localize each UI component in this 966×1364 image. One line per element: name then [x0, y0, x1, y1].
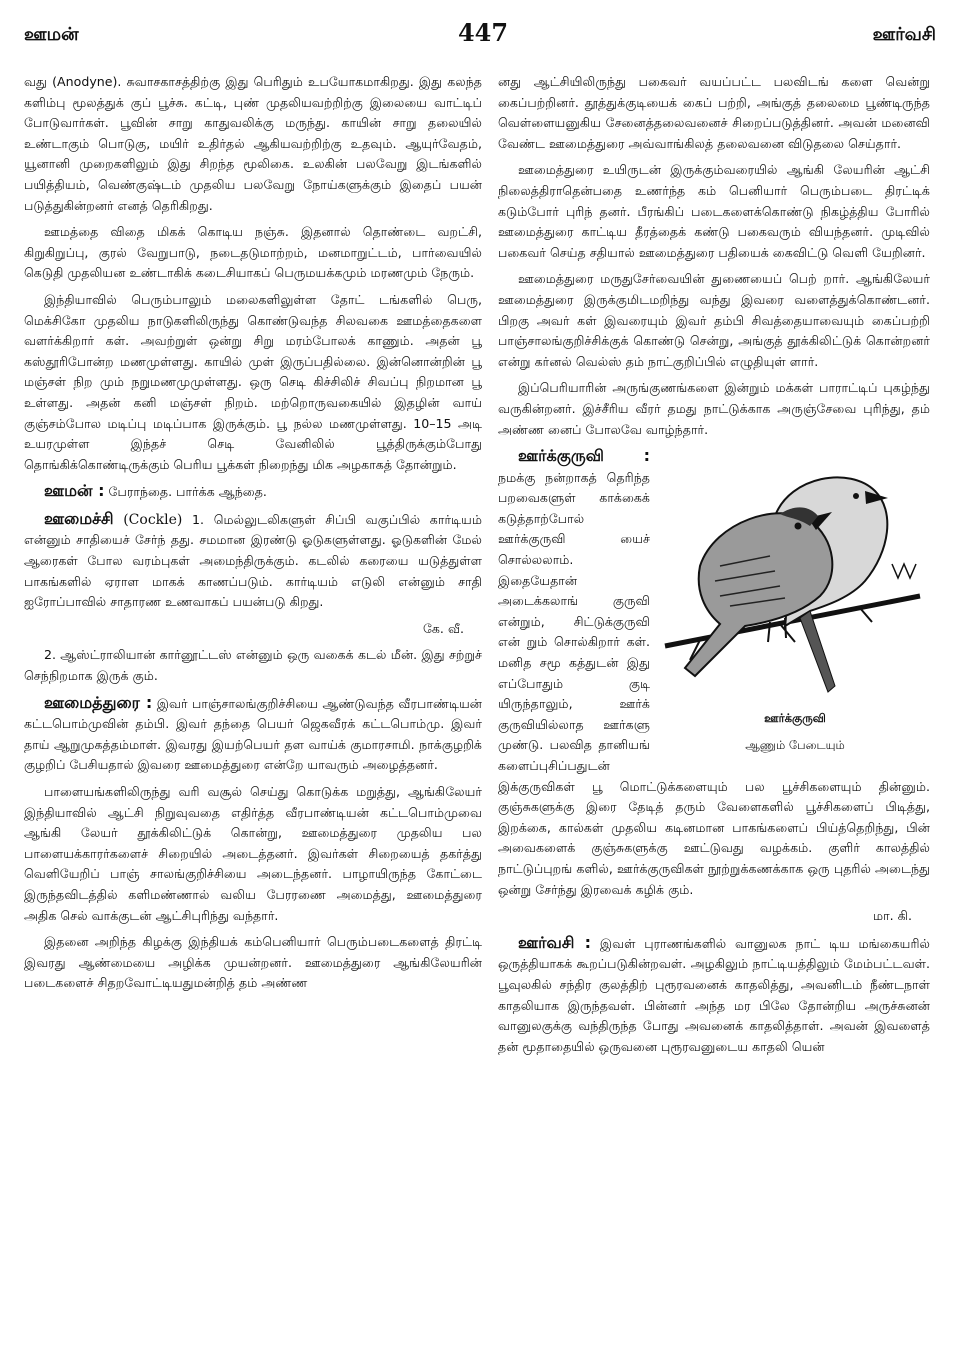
entry-urkuruvi	[498, 446, 930, 933]
headword: ஊமைத்துரை :	[44, 692, 153, 712]
paragraph: னது ஆட்சியிலிருந்து பகைவர் வயப்பட்ட பலவிடங் களை வென்று கைப்பற்றினர். தூத்துக்குடியைக் கைப் பற்றி, அங்குத் தலைமை பூண்டிருந்த வெள்ளையனுகிய சேனைத்தலைவனைச் சிறைப்படுத்தினர். அவன் மனைவி வேண்ட ஊமைத்துரை அவ்வாங்கிலத் தலைவனை விடுதலை செய்தார்.	[498, 74, 930, 151]
sparrow-illustration	[660, 446, 930, 706]
entry-text: இவள் புராணங்களில் வானுலக நாட் டிய மங்கையரில் ஒருத்தியாகக் கூறப்படுகின்றவள். அழகிலும் நாட்டியத்திலும் மேம்பட்டவள். பூவுலகில் சந்திர குலத்திற் புரூரவனைக் காதலித்து, அவனிடம் நீண்டநாள் காதலியாக இருந்தவள். பின்னர் அந்த மர பிலே தோன்றிய அருச்சுனன் வானுலகுக்கு வந்திருந்த போது அவனைக் காதலித்தாள். அவன் இவளைத் தன் மூதாதையில் ஒருவனை புரூரவனுடைய காதலி யென்	[498, 935, 930, 1054]
paragraph: பாளையங்களிலிருந்து வரி வசூல் செய்து கொடுக்க மறுத்து, ஆங்கிலேயர் இந்தியாவில் ஆட்சி நிறுவுவதை எதிர்த்த வீரபாண்டியன் கட்டபொம்முவை ஆங்கி லேயர் தூக்கிலிட்டுக் கொன்று, ஊமைத்துரை முதலிய பல பாளையக்காரர்களைச் சிறையில் அடைத்தனர். இவர்கள் சிறையைத் தகர்த்து வெளியேறிப் பாஞ் சாலங்குறிச்சியை அடைந்தனர். பாழாயிருந்த கோட்டை இருந்தவிடத்தில் களிமண்ணால் வலிய பேரரணை அமைத்து, ஊமைத்துரை அதிக செல் வாக்குடன் ஆட்சிபுரிந்து வந்தார்.	[24, 784, 482, 923]
headword: ஊர்க்குருவி :	[518, 446, 650, 466]
english-term: (Cockle)	[123, 511, 183, 528]
entry-text: நமக்கு நன்றாகத் தெரிந்த பறவைகளுள் காக்கைக் கடுத்தாற்போல் ஊர்க்குருவி யைச் சொல்லலாம். இதையேதான் அடைக்கலாங் குருவி என்றும், சிட்டுக்குருவி என் றும் சொல்கிறார் கள். மனித சமூ கத்துடன் இது எப்போதும் குடி யிருந்தாலும், ஊர்க் குருவியில்லாத ஊர்களு முண்டு. பலவித தானியங் களைப்புசிப்பதுடன் இக்குருவிகள் பூ மொட்டுக்களையும் பல பூச்சிகளையும் தின்னும். குஞ்சுகளுக்கு இரை தேடித் தரும் வேளைகளில் பூச்சிகளைப் பிடித்து, இறக்கை, கால்கள் முதலிய கடினமான பாகங்களைப் பிய்த்தெறிந்து, பின் அவைகளைக் குஞ்சுகளுக்கு ஊட்டுவது வழக்கம். குளிர் காலத்தில் நாட்டுப்புறங் களில், ஊர்க்குருவிகள் நூற்றுக்கணக்காக ஒரு புதரில் அடைந்து ஒன்று சேர்ந்து இரவைக் கழிக் கும்.	[498, 469, 930, 897]
right-column	[498, 72, 930, 1352]
page-number: 447	[457, 18, 509, 47]
headword: ஊமைச்சி	[44, 508, 114, 528]
entry-urvasi	[498, 933, 930, 1058]
sparrow-figure	[660, 446, 930, 754]
entry-umman	[24, 481, 482, 503]
paragraph: இப்பெரியாரின் அருங்குணங்களை இன்றும் மக்கள் பாராட்டிப் புகழ்ந்து வருகின்றனர். இச்சீரிய வீரர் தமது நாட்டுக்காக அருஞ்சேவை புரிந்து, தம் அண்ண னைப் போலவே வாழ்ந்தார்.	[498, 380, 930, 437]
paragraph: 2. ஆஸ்ட்ராலியான் கார்னூட்டஸ் என்னும் ஒரு வகைக் கடல் மீன். இது சற்றுச் செந்நிறமாக இருக் கும்.	[24, 647, 482, 684]
running-head-left: ஊமன்	[24, 24, 79, 45]
entry-umaichi	[24, 509, 482, 613]
paragraph: ஊமைத்துரை உயிருடன் இருக்கும்வரையில் ஆங்கி லேயரின் ஆட்சி நிலைத்திராதென்பதை உணர்ந்த கம் பெனியார் பெரும்படை திரட்டிக் கடும்போர் புரிந் தனர். பீரங்கிப் படைகளைக்கொண்டு நிகழ்த்திய போரில் ஊமைத்துரை காட்டிய தீரத்தைக் கண்டு பகைவரும் வியந்தனர். முடிவில் பகைவர் செய்த சதியால் ஊமைத்துரை பதியைக் கைவிட்டு வெளி யேறினர்.	[498, 162, 930, 260]
paragraph: வது (Anodyne). சுவாசகாசத்திற்கு இது பெரிதும் உபயோகமாகிறது. இது கலந்த களிம்பு மூலத்துக் குப் பூச்சு. கட்டி, புண் முதலியவற்றிற்கு இலையை வாட்டிப் போடுவார்கள். பூவின் சாறு காதுவலிக்கு மருந்து. காயின் சாறு தலையில் உண்டாகும் பொடுகு, மயிர் உதிர்தல் ஆகியவற்றிற்கு உதவும். ஆயுர்வேதம், யூனானி முறைகளிலும் இது சிறந்த மூலிகை. உலகின் பலவேறு இடங்களில் பயித்தியம், வெண்குஷ்டம் முதலிய பலவேறு நோய்களுக்கும் இதைப் பயன் படுத்துகின்றனர் எனத் தெரிகிறது.	[24, 74, 482, 213]
paragraph: ஊமத்தை விதை மிகக் கொடிய நஞ்சு. இதனால் தொண்டை வறட்சி, கிறுகிறுப்பு, குரல் வேறுபாடு, நடைதடுமாற்றம், மனமாறுட்டம், பார்வையில் கெடுதி முதலியன உண்டாகிக் கடைசியாகப் பெருமயக்கமும் மரணமும் நேரும்.	[24, 224, 482, 281]
entry-text: பேராந்தை. பார்க்க ஆந்தை.	[108, 484, 267, 500]
entry-text: 1. மெல்லுடலிகளுள் சிப்பி வகுப்பில் கார்டியம் என்னும் சாதியைச் சேர்ந் தது. சமமான இரண்டு ஓடுகளுள்ளது. ஓடுகளின் மேல் ஆரைகள் போல வரம்புகள் அமைந்திருக்கும். கடலில் கரையை யடுத்துள்ள பாகங்களில் ஏராள மாகக் காணப்படும். கார்டியம் எடுலி என்னும் சாதி ஐரோப்பாவில் சாதாரண உணவாகப் பயன்படு கிறது.	[24, 511, 482, 610]
paragraph: இதனை அறிந்த கிழக்கு இந்தியக் கம்பெனியார் பெரும்படைகளைத் திரட்டி இவரது ஆண்மையை அழிக்க முயன்றனர். ஊமைத்துரை ஆங்கிலேயரின் படைகளைச் சிதறவோட்டியதுமன்றித் தம் அண்ண	[24, 934, 482, 991]
paragraph: இந்தியாவில் பெரும்பாலும் மலைகளிலுள்ள தோட் டங்களில் பெரு, மெக்சிகோ முதலிய நாடுகளிலிருந்து கொண்டுவந்த சிலவகை ஊமத்தைகளை வளர்க்கிறார் கள். அவற்றுள் ஒன்று சிறு மரம்போலக் காணும். அதன் பூ கஸ்தூரிபோன்ற மணமுள்ளது. காயில் முள் இருப்பதில்லை. இன்னொன்றின் பூ மஞ்சள் நிற மும் நறுமணமுமுள்ளது. ஒரு செடி கிச்சிலிச் சிவப்பு நிறமான பூ உள்ளது. அதன் கனி மஞ்சள் நிறம். மற்றொருவகையில் இதழின் வாய் குஞ்சம்போல மடிப்பு மடிப்பாக இருக்கும். பூ நல்ல மணமுள்ளது. 10–15 அடி உயரமுள்ள இந்தச் செடி வேனிலில் பூத்திருக்கும்போது தொங்கிக்கொண்டிருக்கும் பெரிய பூக்கள் நிறைந்து மிக அழகாகத் தோன்றும்.	[24, 291, 482, 472]
entry-text: இவர் பாஞ்சாலங்குறிச்சியை ஆண்டுவந்த வீரபாண்டியன் கட்டபொம்முவின் தம்பி. இவர் தந்தை பெயர் ஜெகவீரக் கட்டபொம்மு. இவர் தாய் ஆறுமுகத்தம்மாள். இவரது இயற்பெயர் தள வாய்க் குமாரசாமி. நாக்குழறிக் குழறிப் பேசியதால் இவரை ஊமைத்துரை என்றே யாவரும் அழைத்தனர்.	[24, 695, 482, 773]
running-head-right: ஊர்வசி	[872, 24, 936, 45]
author-signature: மா. கி.	[872, 908, 912, 924]
left-column	[24, 72, 482, 1352]
entry-umaithurai	[24, 693, 482, 776]
author-signature: கே. வீ.	[422, 620, 464, 636]
figure-caption: ஊர்க்குருவி	[764, 711, 826, 726]
figure-subcaption: ஆணும் பேடையும்	[745, 737, 845, 752]
paragraph: ஊமைத்துரை மருதுசேர்வையின் துணையைப் பெற் றார். ஆங்கிலேயர் ஊமைத்துரை இருக்குமிடமறிந்து வந்து இவரை வளைத்துக்கொண்டனர். பிறகு அவர் கள் இவரையும் இவர் தம்பி சிவத்தையாவையும் கைப்பற்றி பாஞ்சாலங்குறிச்சிக்குக் கொண்டு சென்று, அங்குத் தூக்கிலிட்டுக் கொன்றனர் என்று கர்னல் வெல்ஸ் தம் நாட்குறிப்பில் எழுதியுள் ளார்.	[498, 271, 930, 369]
headword: ஊர்வசி :	[518, 932, 592, 952]
headword: ஊமன் :	[44, 481, 105, 501]
